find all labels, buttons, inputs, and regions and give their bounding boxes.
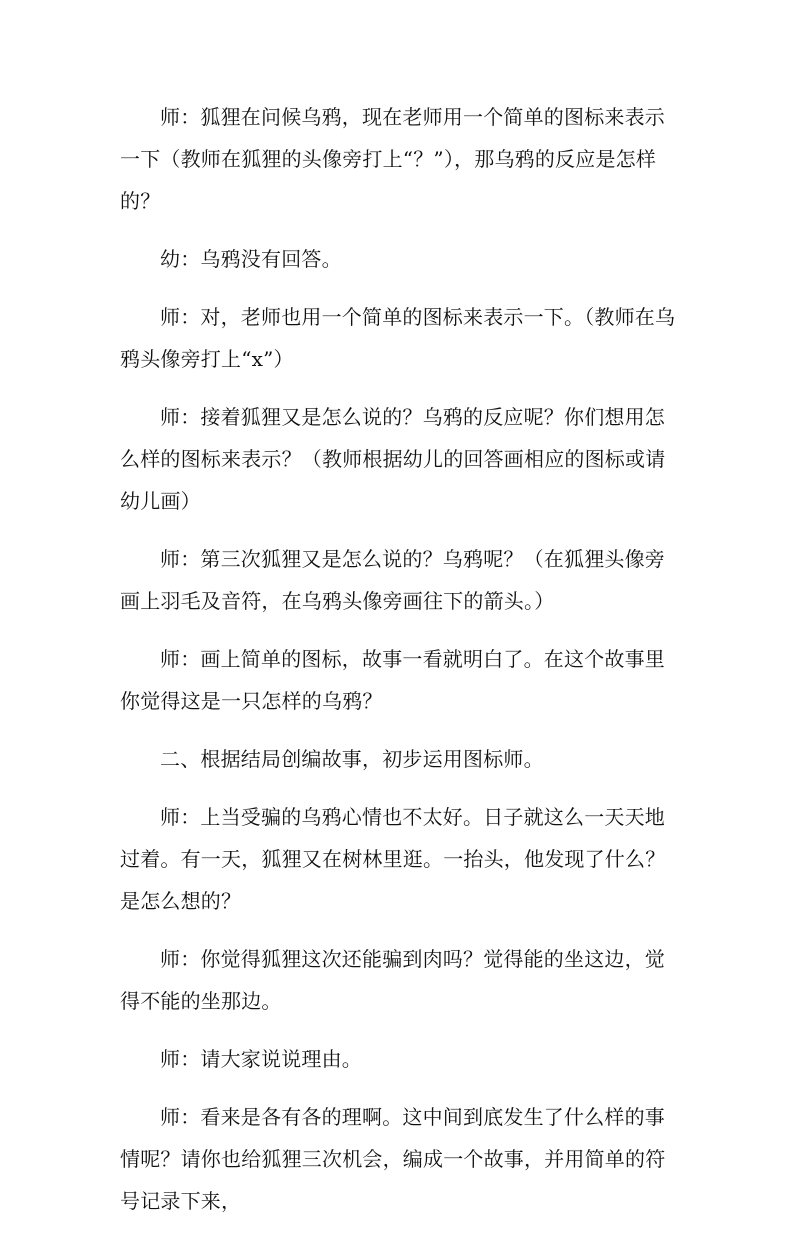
document-body [120, 96, 680, 1238]
paragraph-1: 师：狐狸在问候乌鸦，现在老师用一个简单的图标来表示一下（教师在狐狸的头像旁打上“？”），那乌鸦的反应是怎样的？ [120, 105, 665, 213]
paragraph-4: 师：接着狐狸又是怎么说的？乌鸦的反应呢？你们想用怎么样的图标来表示？（教师根据幼儿的回答画相应的图标或请幼儿画） [120, 405, 666, 513]
paragraph-8: 师：上当受骗的乌鸦心情也不太好。日子就这么一天天地过着。有一天，狐狸又在树林里逛。一抬头，他发现了什么？是怎么想的？ [120, 805, 666, 913]
paragraph-10: 师：请大家说说理由。 [160, 1047, 362, 1071]
paragraph-9: 师：你觉得狐狸这次还能骗到肉吗？觉得能的坐这边，觉得不能的坐那边。 [120, 947, 665, 1013]
paragraph-11: 师：看来是各有各的理啊。这中间到底发生了什么样的事情呢？请你也给狐狸三次机会，编成一个故事，并用简单的符号记录下来， [120, 1105, 666, 1213]
paragraph-6: 师：画上简单的图标，故事一看就明白了。在这个故事里你觉得这是一只怎样的乌鸦？ [120, 647, 665, 713]
section-heading: 二、根据结局创编故事，初步运用图标师。 [160, 747, 544, 771]
paragraph-2: 幼：乌鸦没有回答。 [160, 247, 342, 271]
paragraph-3: 师：对，老师也用一个简单的图标来表示一下。（教师在乌鸦头像旁打上“x”） [120, 305, 676, 371]
paragraph-5: 师：第三次狐狸又是怎么说的？乌鸦呢？（在狐狸头像旁画上羽毛及音符，在乌鸦头像旁画往下的箭头。） [120, 547, 665, 613]
